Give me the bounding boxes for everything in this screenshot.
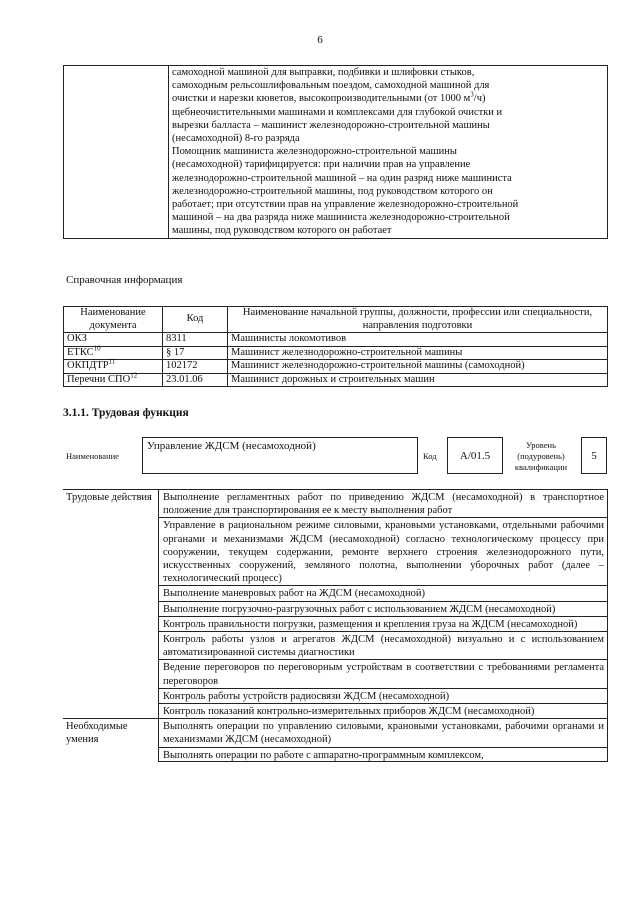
qualification-level-value: 5 — [581, 437, 607, 474]
action-row — [63, 632, 608, 660]
skill-item: Выполнять операции по управлению силовыми, крановыми установками, рабочими органами и механизмами ЖДСМ (несамоходной) — [159, 719, 608, 747]
reference-row — [64, 346, 608, 360]
action-item: Выполнение маневровых работ на ЖДСМ (несамоходной) — [159, 586, 608, 601]
actions-section-label: Трудовые действия — [63, 490, 159, 518]
reference-table — [63, 306, 608, 387]
continuation-line: вырезки балласта – машинист железнодорожно-строительной машины — [172, 119, 490, 131]
labor-function-table — [63, 489, 608, 762]
reference-heading: Справочная информация — [66, 274, 183, 286]
action-item: Контроль правильности погрузки, размещения и крепления груза на ЖДСМ (несамоходной) — [159, 616, 608, 631]
function-name-value: Управление ЖДСМ (несамоходной) — [142, 437, 418, 474]
continuation-line: железнодорожно-строительной машиной – на один разряд ниже машиниста — [172, 172, 512, 184]
reference-row — [64, 333, 608, 347]
skills-section-label: Необходимые умения — [63, 719, 159, 747]
continuation-table — [63, 65, 608, 239]
continuation-line: (несамоходной) 8-го разряда — [172, 133, 300, 145]
code-label: Код — [423, 451, 437, 461]
action-row — [63, 704, 608, 719]
reference-row — [64, 373, 608, 387]
action-row — [63, 660, 608, 688]
ref-doc-cell: ОКЗ — [64, 333, 163, 347]
function-code-value: А/01.5 — [447, 437, 503, 474]
ref-doc-cell: ЕТКС$^{10}$ — [64, 346, 163, 360]
ref-name-cell: Машинист дорожных и строительных машин — [228, 373, 608, 387]
name-label: Наименование — [66, 451, 119, 461]
continuation-text-cell — [169, 66, 608, 239]
continuation-line: работает; при отсутствии прав на управление железнодорожно-строительной — [172, 199, 519, 211]
page-number: 6 — [317, 34, 323, 46]
ref-code-cell: § 17 — [163, 346, 228, 360]
reference-row — [64, 360, 608, 374]
continuation-line: машиной – на два разряда ниже машиниста железнодорожно-строительной — [172, 212, 510, 224]
skill-item: Выполнять операции по работе с аппаратно-программным комплексом, — [163, 749, 484, 761]
ref-name-cell: Машинисты локомотивов — [228, 333, 608, 347]
skill-row — [63, 719, 608, 747]
continuation-line: очистки и нарезки кюветов, высокопроизводительными (от 1000 $м^3/ч$) — [172, 90, 486, 105]
ref-doc-cell: Перечни СПО$^{12}$ — [64, 373, 163, 387]
continuation-line: Помощник машиниста железнодорожно-строительной машины — [172, 146, 457, 158]
ref-code-cell: 102172 — [163, 360, 228, 374]
action-item: Управление в рациональном режиме силовыми, крановыми установками, отдельными рабочими органами и механизмами ЖДСМ (несамоходной) согласно технологическому процессу при сооружении, текущем содержании, ремонте верхнего строения железнодорожного пути, искусственных сооружений, земляного полотна, выполнении уборочных работ (далее – технологический процесс) — [159, 518, 608, 586]
action-item: Контроль работы устройств радиосвязи ЖДСМ (несамоходной) — [159, 688, 608, 703]
action-row — [63, 518, 608, 586]
continuation-empty-cell — [64, 66, 169, 239]
action-item: Выполнение регламентных работ по приведению ЖДСМ (несамоходной) в транспортное положение для транспортирования ее к месту выполнения работ — [159, 490, 608, 518]
ref-code-cell: 8311 — [163, 333, 228, 347]
continuation-line: самоходным рельсошлифовальным поездом, самоходной машиной для — [172, 80, 490, 92]
continuation-line: самоходной машиной для выправки, подбивки и шлифовки стыков, — [172, 67, 475, 78]
action-row — [63, 688, 608, 703]
continuation-line: (несамоходной) тарифицируется: при наличии прав на управление — [172, 159, 471, 171]
continuation-line: железнодорожно-строительной машины, под руководством которого он — [172, 185, 493, 197]
header-doc-name: Наименование документа — [64, 307, 163, 333]
action-row — [63, 490, 608, 518]
header-code: Код — [163, 307, 228, 333]
labor-function-heading: 3.1.1. Трудовая функция — [63, 407, 189, 419]
ref-name-cell: Машинист железнодорожно-строительной машины (самоходной) — [228, 360, 608, 374]
action-item: Контроль показаний контрольно-измерительных приборов ЖДСМ (несамоходной) — [159, 704, 608, 719]
ref-code-cell: 23.01.06 — [163, 373, 228, 387]
ref-name-cell: Машинист железнодорожно-строительной машины — [228, 346, 608, 360]
continuation-line: машины, под руководством которого он работает — [172, 225, 392, 237]
skill-row — [63, 747, 608, 761]
action-item: Ведение переговоров по переговорным устройствам в соответствии с требованиями регламента переговоров — [159, 660, 608, 688]
action-row — [63, 616, 608, 631]
continuation-line: щебнеочистительными машинами и комплексами для глубокой очистки и — [172, 106, 503, 118]
action-row — [63, 586, 608, 601]
action-item: Выполнение погрузочно-разгрузочных работ с использованием ЖДСМ (несамоходной) — [159, 601, 608, 616]
ref-doc-cell: ОКПДТР$^{11}$ — [64, 360, 163, 374]
action-row — [63, 601, 608, 616]
action-item: Контроль работы узлов и агрегатов ЖДСМ (несамоходной) визуально и с использованием автоматизированной системы диагностики — [159, 632, 608, 660]
header-group-name: Наименование начальной группы, должности, профессии или специальности, направления подготовки — [228, 307, 608, 333]
qualification-level-label: Уровень (подуровень) квалификации — [514, 440, 568, 472]
